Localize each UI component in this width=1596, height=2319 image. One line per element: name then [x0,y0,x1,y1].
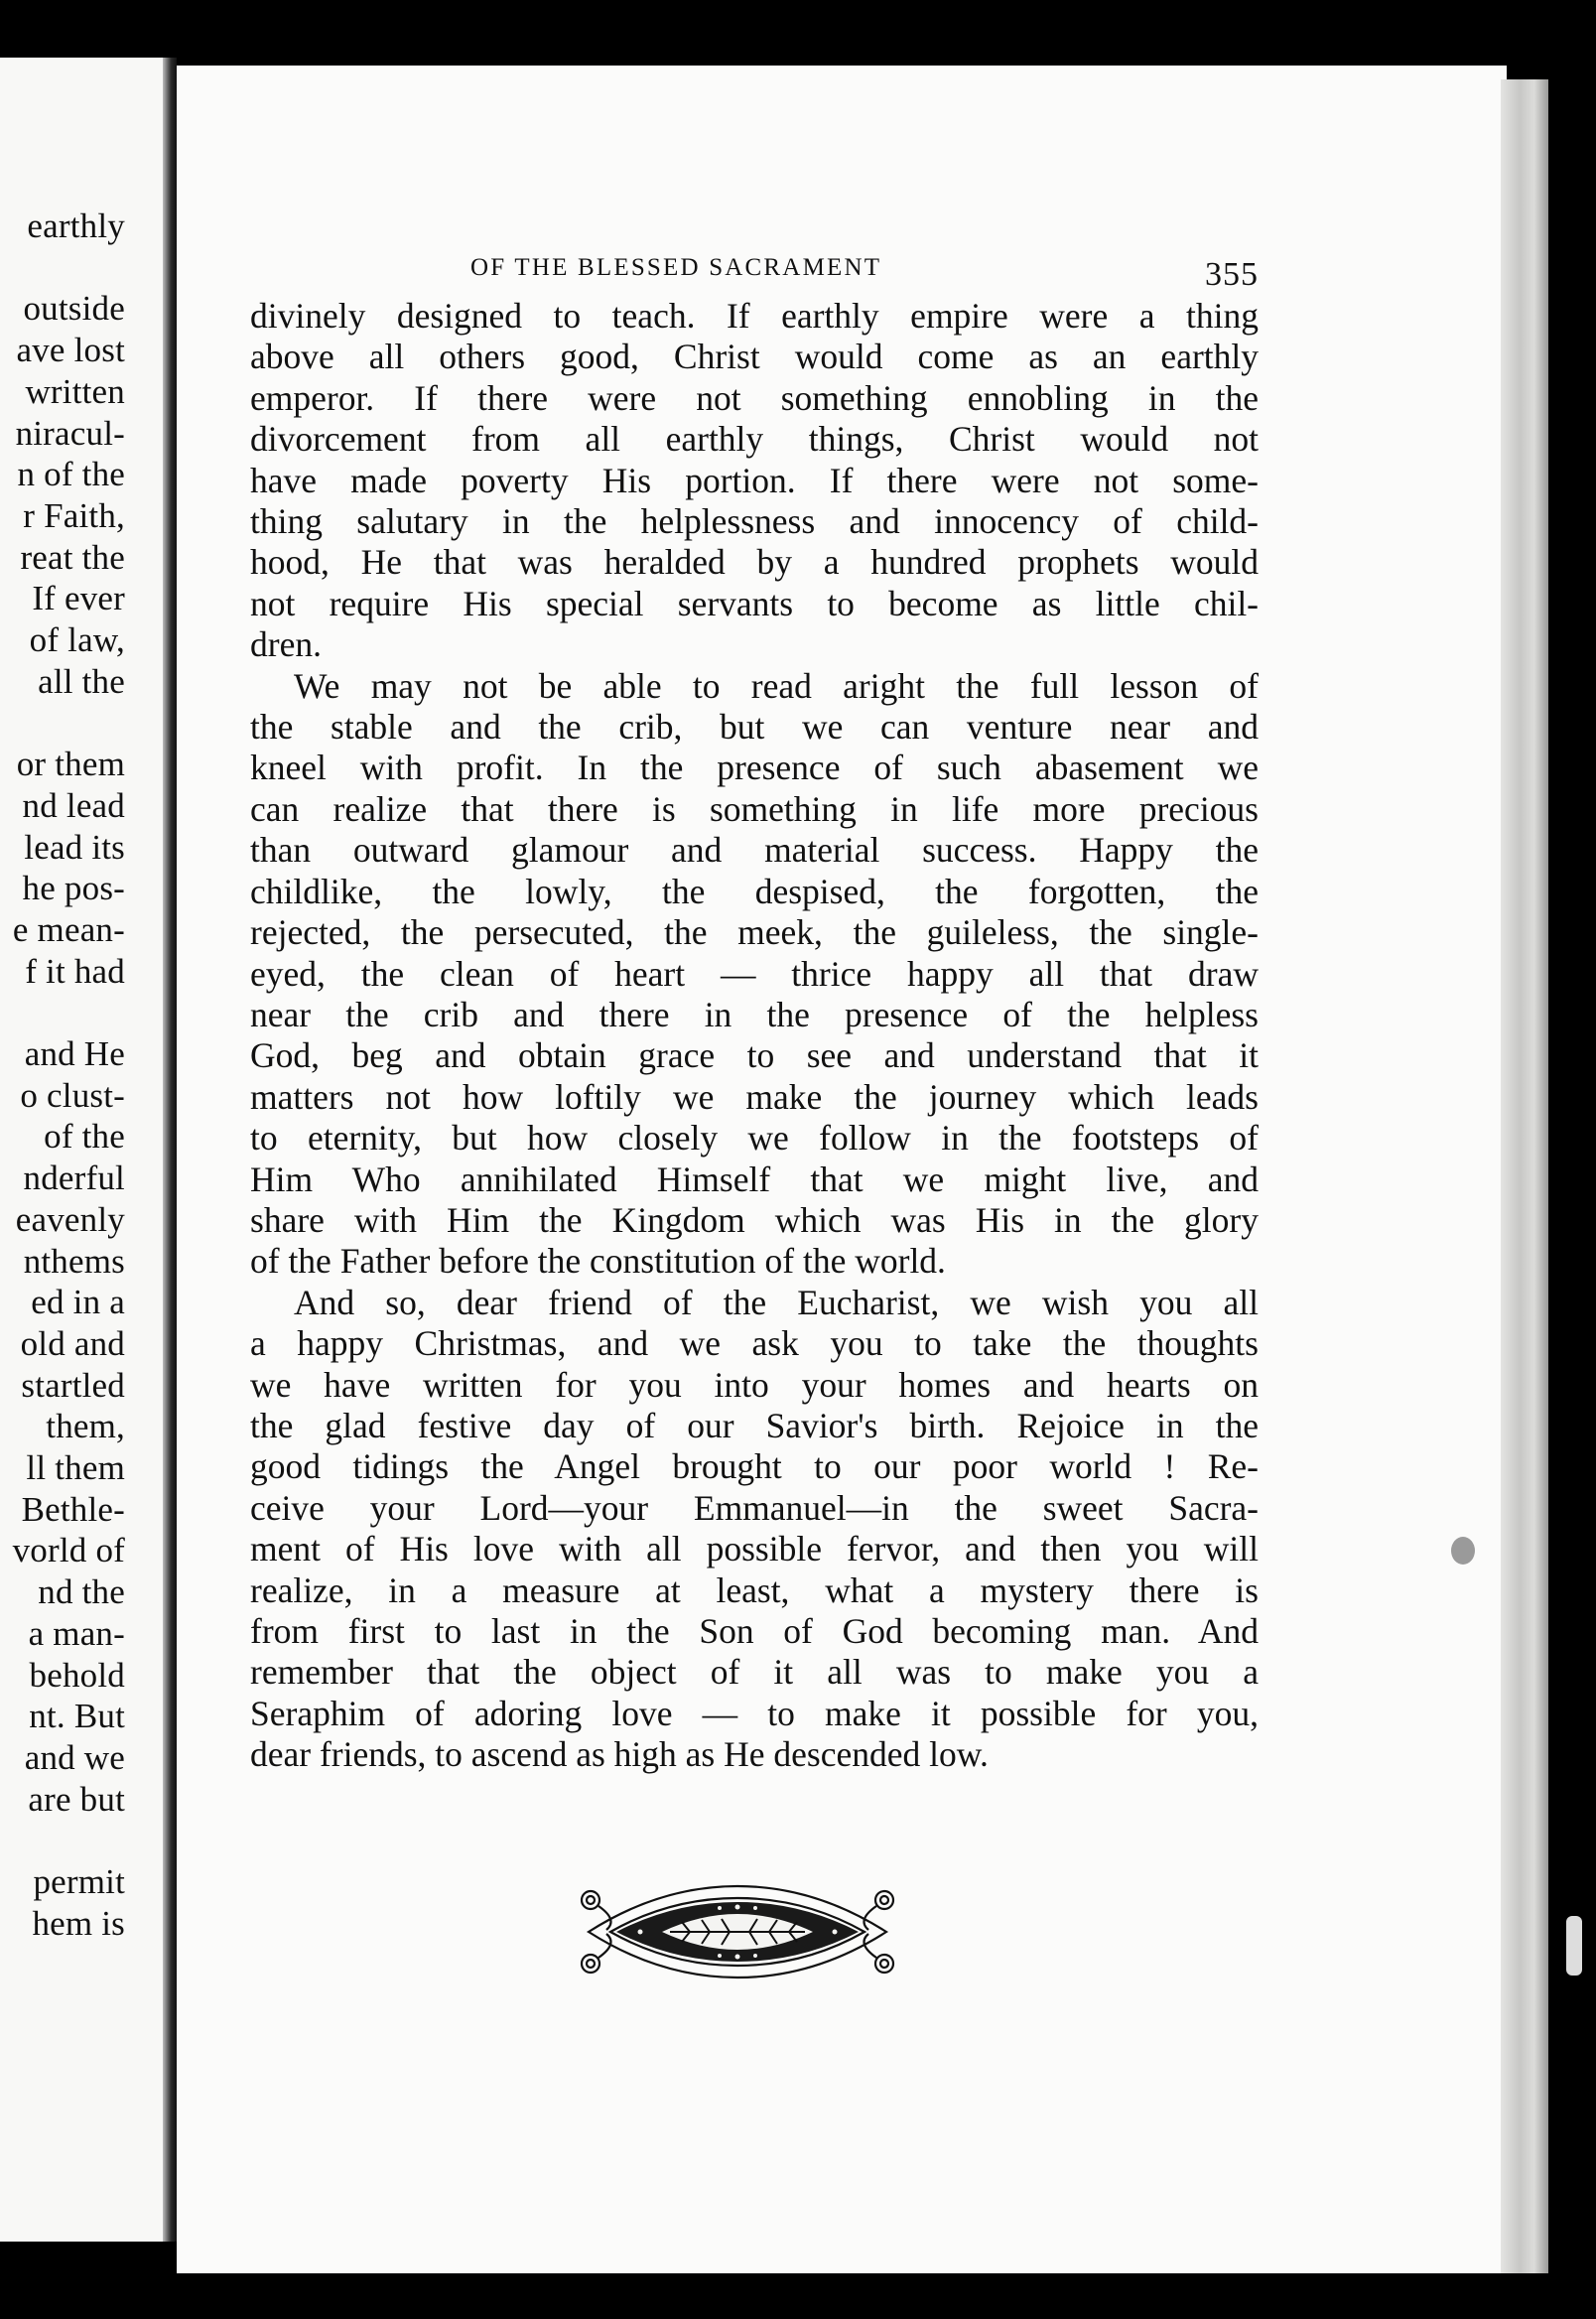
previous-page-line: behold [29,1655,125,1695]
text-line: the stable and the crib, but we can venture near and [250,707,1259,748]
text-line: from first to last in the Son of God becoming man. And [250,1611,1259,1651]
text-line: than outward glamour and material success. Happy the [250,830,1259,871]
text-line: divorcement from all earthly things, Christ would not [250,419,1259,460]
previous-page-line: are but [28,1779,125,1819]
previous-page-line: earthly [27,206,125,245]
previous-page-line: ave lost [16,331,125,370]
text-line: And so, dear friend of the Eucharist, we wish you all [294,1282,1259,1322]
previous-page-line: o clust- [20,1075,125,1115]
page-number: 355 [1205,256,1259,293]
text-line: of the Father before the constitution of the world. [250,1241,946,1282]
previous-page-line: ed in a [31,1283,125,1322]
text-line: eyed, the clean of heart — thrice happy all that draw [250,953,1259,994]
previous-page-line: niracul- [15,413,125,453]
previous-page-line: ll them [26,1448,125,1487]
text-line: thing salutary in the helplessness and innocency of child- [250,501,1259,542]
previous-page-line: eavenly [15,1199,125,1239]
previous-page-line: r Faith, [23,495,125,535]
ornament-tailpiece [571,1880,904,1983]
text-line: ment of His love with all possible fervor, and then you will [250,1529,1259,1569]
text-line: kneel with profit. In the presence of such abasement we [250,748,1259,788]
previous-page-line: n of the [17,455,125,494]
previous-page-line: and we [24,1737,125,1777]
text-line: above all others good, Christ would come as an earthly [250,337,1259,377]
text-line: divinely designed to teach. If earthly empire were a thing [250,296,1259,336]
paragraph [250,666,1259,1283]
previous-page-line: outside [23,289,125,329]
previous-page-line: nderful [23,1159,125,1198]
text-line: we have written for you into your homes and hearts on [250,1364,1259,1405]
scan-speck [1566,1916,1582,1976]
text-line: ceive your Lord—your Emmanuel—in the sweet Sacra- [250,1487,1259,1528]
text-line: to eternity, but how closely we follow in the footsteps of [250,1118,1259,1159]
previous-page-line: startled [21,1365,125,1405]
text-line: can realize that there is something in life more precious [250,788,1259,829]
body-text [250,296,1259,1776]
previous-page-line: vorld of [12,1531,125,1570]
previous-page-line: and He [24,1034,125,1073]
text-line: the glad festive day of our Savior's birth. Rejoice in the [250,1405,1259,1445]
previous-page-line: old and [20,1323,125,1363]
previous-page-line: hem is [32,1903,125,1943]
scan-speck [1451,1537,1475,1565]
text-line: not require His special servants to become as little chil- [250,583,1259,623]
text-line: remember that the object of it all was to make you a [250,1652,1259,1693]
previous-page-line: a man- [28,1613,125,1653]
text-line: dear friends, to ascend as high as He descended low. [250,1734,989,1775]
previous-page-line: permit [33,1862,125,1901]
previous-page-line: reat the [20,537,125,577]
text-line: Him Who annihilated Himself that we might live, and [250,1159,1259,1199]
previous-page-line: e mean- [12,909,125,949]
previous-page-line: written [25,371,125,411]
previous-page-line: them, [46,1407,125,1446]
previous-page-line: he pos- [22,869,125,908]
previous-page-line: nt. But [29,1697,125,1736]
text-line: near the crib and there in the presence of the helpless [250,994,1259,1034]
text-line: hood, He that was heralded by a hundred prophets would [250,542,1259,583]
text-line: childlike, the lowly, the despised, the forgotten, the [250,871,1259,911]
book-gutter [163,58,177,2242]
previous-page-line: of law, [29,620,125,659]
previous-page-line: lead its [24,827,125,867]
paragraph [250,296,1259,666]
text-line: We may not be able to read aright the full lesson of [294,665,1259,706]
paragraph [250,1283,1259,1776]
text-line: good tidings the Angel brought to our poor world ! Re- [250,1446,1259,1487]
previous-page-line: If ever [32,579,125,618]
text-line: matters not how loftily we make the journey which leads [250,1076,1259,1117]
text-line: Seraphim of adoring love — to make it possible for you, [250,1693,1259,1733]
page-edge [1501,79,1548,2273]
running-head: OF THE BLESSED SACRAMENT [470,254,882,281]
previous-page-line: nd lead [22,785,125,825]
previous-page-fragment [0,58,163,2242]
text-line: dren. [250,624,322,665]
text-line: God, beg and obtain grace to see and understand that it [250,1035,1259,1076]
previous-page-line: or them [16,745,125,784]
text-line: share with Him the Kingdom which was His in the glory [250,1199,1259,1240]
previous-page-line: nd the [38,1572,125,1612]
text-line: emperor. If there were not something ennobling in the [250,377,1259,418]
previous-page-line: of the [44,1117,125,1157]
text-line: realize, in a measure at least, what a mystery there is [250,1569,1259,1610]
previous-page-line: nthems [23,1241,125,1281]
text-line: rejected, the persecuted, the meek, the guileless, the single- [250,912,1259,953]
previous-page-line: Bethle- [21,1489,125,1529]
previous-page-line: all the [38,661,125,701]
text-line: a happy Christmas, and we ask you to take the thoughts [250,1323,1259,1364]
text-line: have made poverty His portion. If there were not some- [250,460,1259,500]
previous-page-line: f it had [25,951,125,991]
